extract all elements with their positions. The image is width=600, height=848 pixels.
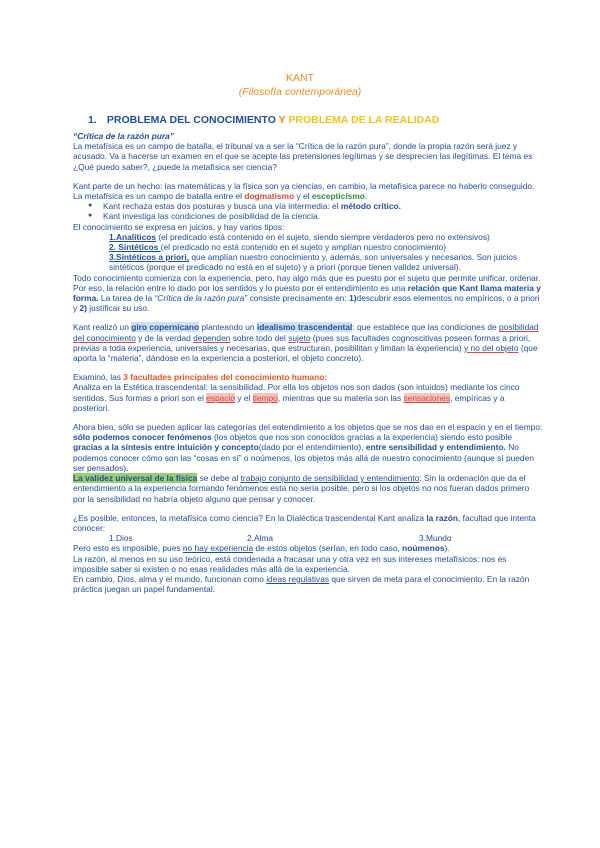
paragraph-hecho: Kant parte de un hecho: las matemáticas y la física son ya ciencias, en cambio, la metafísica parece no haberlo conseguido. La metafísica es un campo de batalla entre el dogmatismo y el escepticismo.: [73, 180, 535, 202]
term-idealismo-trascendental: idealismo trascendental: [256, 322, 353, 333]
paragraph-facultades: Examinó, las 3 facultades principales del conocimiento humano:: [73, 372, 328, 383]
paragraph-intro: La metafísica es un campo de batalla, el tribunal va a ser la “Crítica de la razón pura”, donde la propia razón será juez y acusado. Va a hacerse un examen en el que se acepte las pretensiones legítimas y se desprecien las ilegítimas. El tema es ¿Qué puedo saber?, ¿puede la metafísica ser ciencia?: [73, 141, 533, 172]
juicios-intro: El conocimiento se expresa en juicios, y hay varios tipos:: [73, 221, 285, 232]
term-sensaciones: sensaciones: [403, 392, 451, 403]
term-espacio: espacio: [206, 392, 236, 403]
term-validez-universal: La validez universal de la física: [73, 473, 198, 484]
ideas-list: [73, 533, 543, 543]
document-body: [73, 131, 543, 594]
juicio-sinteticos: 2. Sintéticos (el predicado no está contenido en el sujeto y amplían nuestro conocimiento): [109, 242, 447, 253]
section-title-conjunction: Y: [278, 114, 286, 126]
section-title-part2: PROBLEMA DE LA REALIDAD: [288, 114, 440, 126]
term-facultades: 3 facultades principales del conocimiento humano:: [123, 372, 328, 383]
list-item: ● Kant investiga las condiciones de posibilidad de la ciencia.: [73, 211, 543, 221]
paragraph-sensibilidad: Analiza en la Estética trascendental: la sensibilidad. Por ella los objetos nos son dados (son intuidos) mediante los cinco sentidos. Sus formas a priori son el espacio y el tiempo, mientras que su materia son las sensaciones, empíricas y a posteriori.: [73, 382, 520, 413]
paragraph-validez-fisica: La validez universal de la física se debe al trabajo conjunto de sensibilidad y entendimiento: Sin la ordenación que da el entendimiento a la experiencia formando fenómenos esta no sería posible, pero si los objetos no nos fueran dados primero por la sensibilidad no habría objeto alguno que pensar y conocer.: [73, 473, 530, 504]
paragraph-razon-teorica: La razón, al menos en su uso teórico, está condenada a fracasar una y otra vez en sus intereses metafísicos: nos es imposible saber si existen o no esas realidades más allá de la experiencia.: [73, 553, 507, 574]
term-tiempo: tiempo: [252, 392, 278, 403]
document-subtitle: (Filosofía contemporánea): [238, 86, 362, 98]
paragraph-imposible: Pero esto es imposible, pues no hay experiencia de estos objetos (serían, en todo caso, noúmenos).: [73, 543, 450, 554]
subheading: “Crítica de la razón pura”: [73, 131, 174, 141]
document-title: KANT: [285, 72, 314, 84]
juicios-list: [73, 232, 543, 273]
section-heading: [88, 114, 568, 127]
juicio-analiticos: 1.Analíticos (el predicado está contenido en el sujeto, siendo siempre verdaderos pero no extensivos): [109, 231, 490, 242]
list-item: 3.Mundo: [419, 533, 452, 544]
juicio-sinteticos-a-priori: 3.Sintéticos a priori, que amplían nuestro conocimiento y, además, son universales y necesarios. Son juicios sintéticos (porque el predicado no está en el sujeto) y a priori (porque tienen validez universal).: [109, 252, 518, 273]
paragraph-giro-copernicano: Kant realizó un giro copernicano planteando un idealismo trascendental: que establece que las condiciones de posibilidad del conocimiento y de la verdad dependen sobre todo del sujeto (pues sus facultades cognoscitivas poseen formas a priori, previas a toda experiencia, universales y necesarias, que estructuran, posibilitan y limitan la experiencia) y no del objeto (que aporta la “materia”, dándose en la experiencia a posteriori, el objeto concreto).: [73, 322, 539, 364]
list-item: 2.Alma: [247, 533, 274, 544]
list-item: 1.Dios: [109, 533, 133, 544]
paragraph-dialectica: ¿Es posible, entonces, la metafísica como ciencia? En la Dialéctica trascendental Kant analiza la razón, facultad que intenta conocer:: [73, 512, 536, 533]
term-dogmatismo: dogmatismo: [244, 191, 295, 202]
paragraph-experiencia: Todo conocimiento comienza con la experiencia, pero, hay algo más que es puesto por el sujeto que permite unificar, ordenar. Por eso, la relación entre lo dado por los sentidos y lo puesto por el entendimiento es una relación que Kant llama materia y forma. La tarea de la “Crítica de la razón pura” consiste precisamente en: 1)descubrir esos elementos no empíricos, o a priori y 2) justificar su uso.: [73, 272, 541, 314]
section-number: 1.: [88, 114, 97, 126]
list-item: ● Kant rechaza estas dos posturas y busca una vía intermedia: el método crítico.: [73, 201, 543, 211]
term-escepticismo: escepticismo: [311, 191, 365, 202]
section-title-part1: PROBLEMA DEL CONOCIMIENTO: [106, 114, 276, 126]
term-metodo-critico: método crítico.: [340, 201, 401, 212]
paragraph-ideas-regulativas: En cambio, Dios, alma y el mundo, funcionan como ideas regulativas que sirven de meta para el conocimiento. En la razón práctica juegan un papel fundamental.: [73, 573, 530, 595]
paragraph-fenomenos: Ahora bien, sólo se pueden aplicar las categorías del entendimiento a los objetos que se nos dan en el espacio y en el tiempo: sólo podemos conocer fenómenos (los objetos que nos son conocidos gracias a la experiencia) siendo esto posible gracias a la síntesis entre intuición y concepto(dado por el entendimiento), entre sensibilidad y entendimiento. No podemos conocer cómo son las “cosas en sí” o noúmenos, los objetos más allá de nuestro conocimiento (aunque sí pueden ser pensados).: [73, 422, 543, 473]
term-giro-copernicano: giro copernicano: [131, 322, 200, 333]
bullet-list: [73, 201, 543, 221]
